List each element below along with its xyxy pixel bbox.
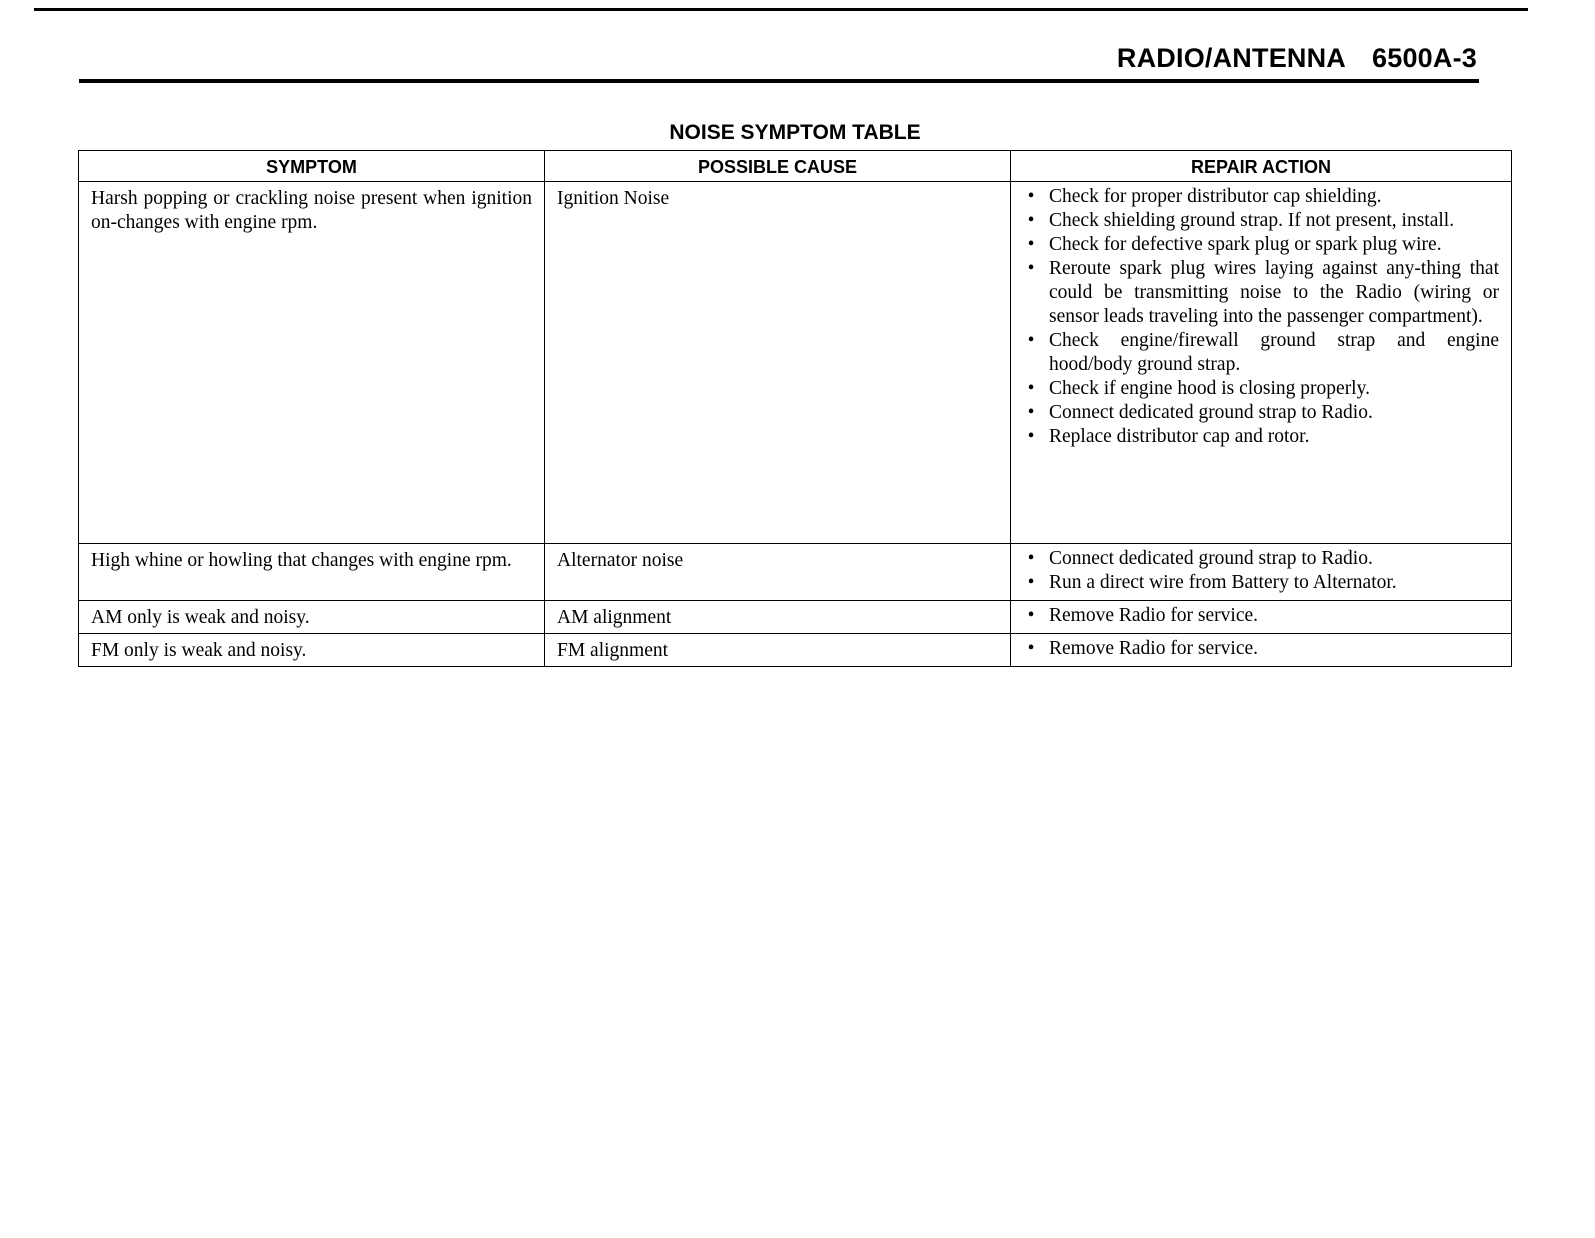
header-possible-cause: POSSIBLE CAUSE: [545, 151, 1011, 182]
repair-action-cell: [1011, 634, 1512, 667]
symptom-cell: High whine or howling that changes with engine rpm.: [79, 544, 545, 601]
header-repair-action: REPAIR ACTION: [1011, 151, 1512, 182]
action-text: Remove Radio for service.: [1049, 638, 1259, 659]
bullet-icon: •: [1027, 186, 1035, 207]
table-header-row: [79, 151, 1512, 182]
action-text: Check engine/firewall ground strap and engine hood/body ground strap.: [1049, 330, 1499, 375]
table-row: [79, 601, 1512, 634]
page-header: [1117, 43, 1477, 74]
repair-action-list: [1021, 604, 1499, 628]
section-title: RADIO/ANTENNA: [1116, 43, 1347, 73]
repair-action-list: [1021, 185, 1499, 449]
header-rule: [79, 79, 1479, 83]
list-item: [1021, 401, 1499, 425]
list-item: [1021, 425, 1499, 449]
bullet-icon: •: [1027, 234, 1035, 255]
bullet-icon: •: [1027, 258, 1035, 279]
action-text: Check shielding ground strap. If not present, install.: [1049, 210, 1455, 231]
action-text: Run a direct wire from Battery to Alternator.: [1049, 572, 1397, 593]
noise-symptom-table: [78, 150, 1512, 667]
bullet-icon: •: [1027, 402, 1035, 423]
action-text: Replace distributor cap and rotor.: [1049, 426, 1310, 447]
repair-action-list: [1021, 547, 1499, 595]
bullet-icon: •: [1027, 638, 1035, 659]
cause-cell: FM alignment: [545, 634, 1011, 667]
list-item: [1021, 547, 1499, 571]
table-title: NOISE SYMPTOM TABLE: [669, 121, 921, 144]
bullet-icon: •: [1027, 572, 1035, 593]
bullet-icon: •: [1027, 605, 1035, 626]
bullet-icon: •: [1027, 548, 1035, 569]
list-item: [1021, 329, 1499, 377]
repair-action-cell: [1011, 544, 1512, 601]
action-text: Check for proper distributor cap shielding.: [1049, 186, 1382, 207]
action-text: Connect dedicated ground strap to Radio.: [1049, 402, 1373, 423]
list-item: [1021, 637, 1499, 661]
symptom-cell: FM only is weak and noisy.: [79, 634, 545, 667]
action-text: Reroute spark plug wires laying against any-thing that could be transmitting noise to the Radio (wiring or sensor leads traveling into the passenger compartment).: [1049, 258, 1499, 327]
list-item: [1021, 257, 1499, 329]
list-item: [1021, 209, 1499, 233]
cause-cell: AM alignment: [545, 601, 1011, 634]
section-number: 6500A-3: [1372, 43, 1477, 73]
header-symptom: SYMPTOM: [79, 151, 545, 182]
bullet-icon: •: [1027, 378, 1035, 399]
action-text: Check if engine hood is closing properly.: [1049, 378, 1370, 399]
action-text: Check for defective spark plug or spark plug wire.: [1049, 234, 1442, 255]
table-row: [79, 634, 1512, 667]
action-text: Connect dedicated ground strap to Radio.: [1049, 548, 1373, 569]
list-item: [1021, 571, 1499, 595]
list-item: [1021, 377, 1499, 401]
top-rule: [34, 8, 1528, 11]
cause-cell: Alternator noise: [545, 544, 1011, 601]
repair-action-cell: [1011, 601, 1512, 634]
repair-action-list: [1021, 637, 1499, 661]
table-row: [79, 544, 1512, 601]
repair-action-cell: [1011, 182, 1512, 544]
bullet-icon: •: [1027, 210, 1035, 231]
bullet-icon: •: [1027, 330, 1035, 351]
symptom-cell: Harsh popping or crackling noise present when ignition on-changes with engine rpm.: [79, 182, 545, 544]
bullet-icon: •: [1027, 426, 1035, 447]
symptom-cell: AM only is weak and noisy.: [79, 601, 545, 634]
list-item: [1021, 233, 1499, 257]
action-text: Remove Radio for service.: [1049, 605, 1259, 626]
cause-cell: Ignition Noise: [545, 182, 1011, 544]
list-item: [1021, 185, 1499, 209]
list-item: [1021, 604, 1499, 628]
table-row: [79, 182, 1512, 544]
